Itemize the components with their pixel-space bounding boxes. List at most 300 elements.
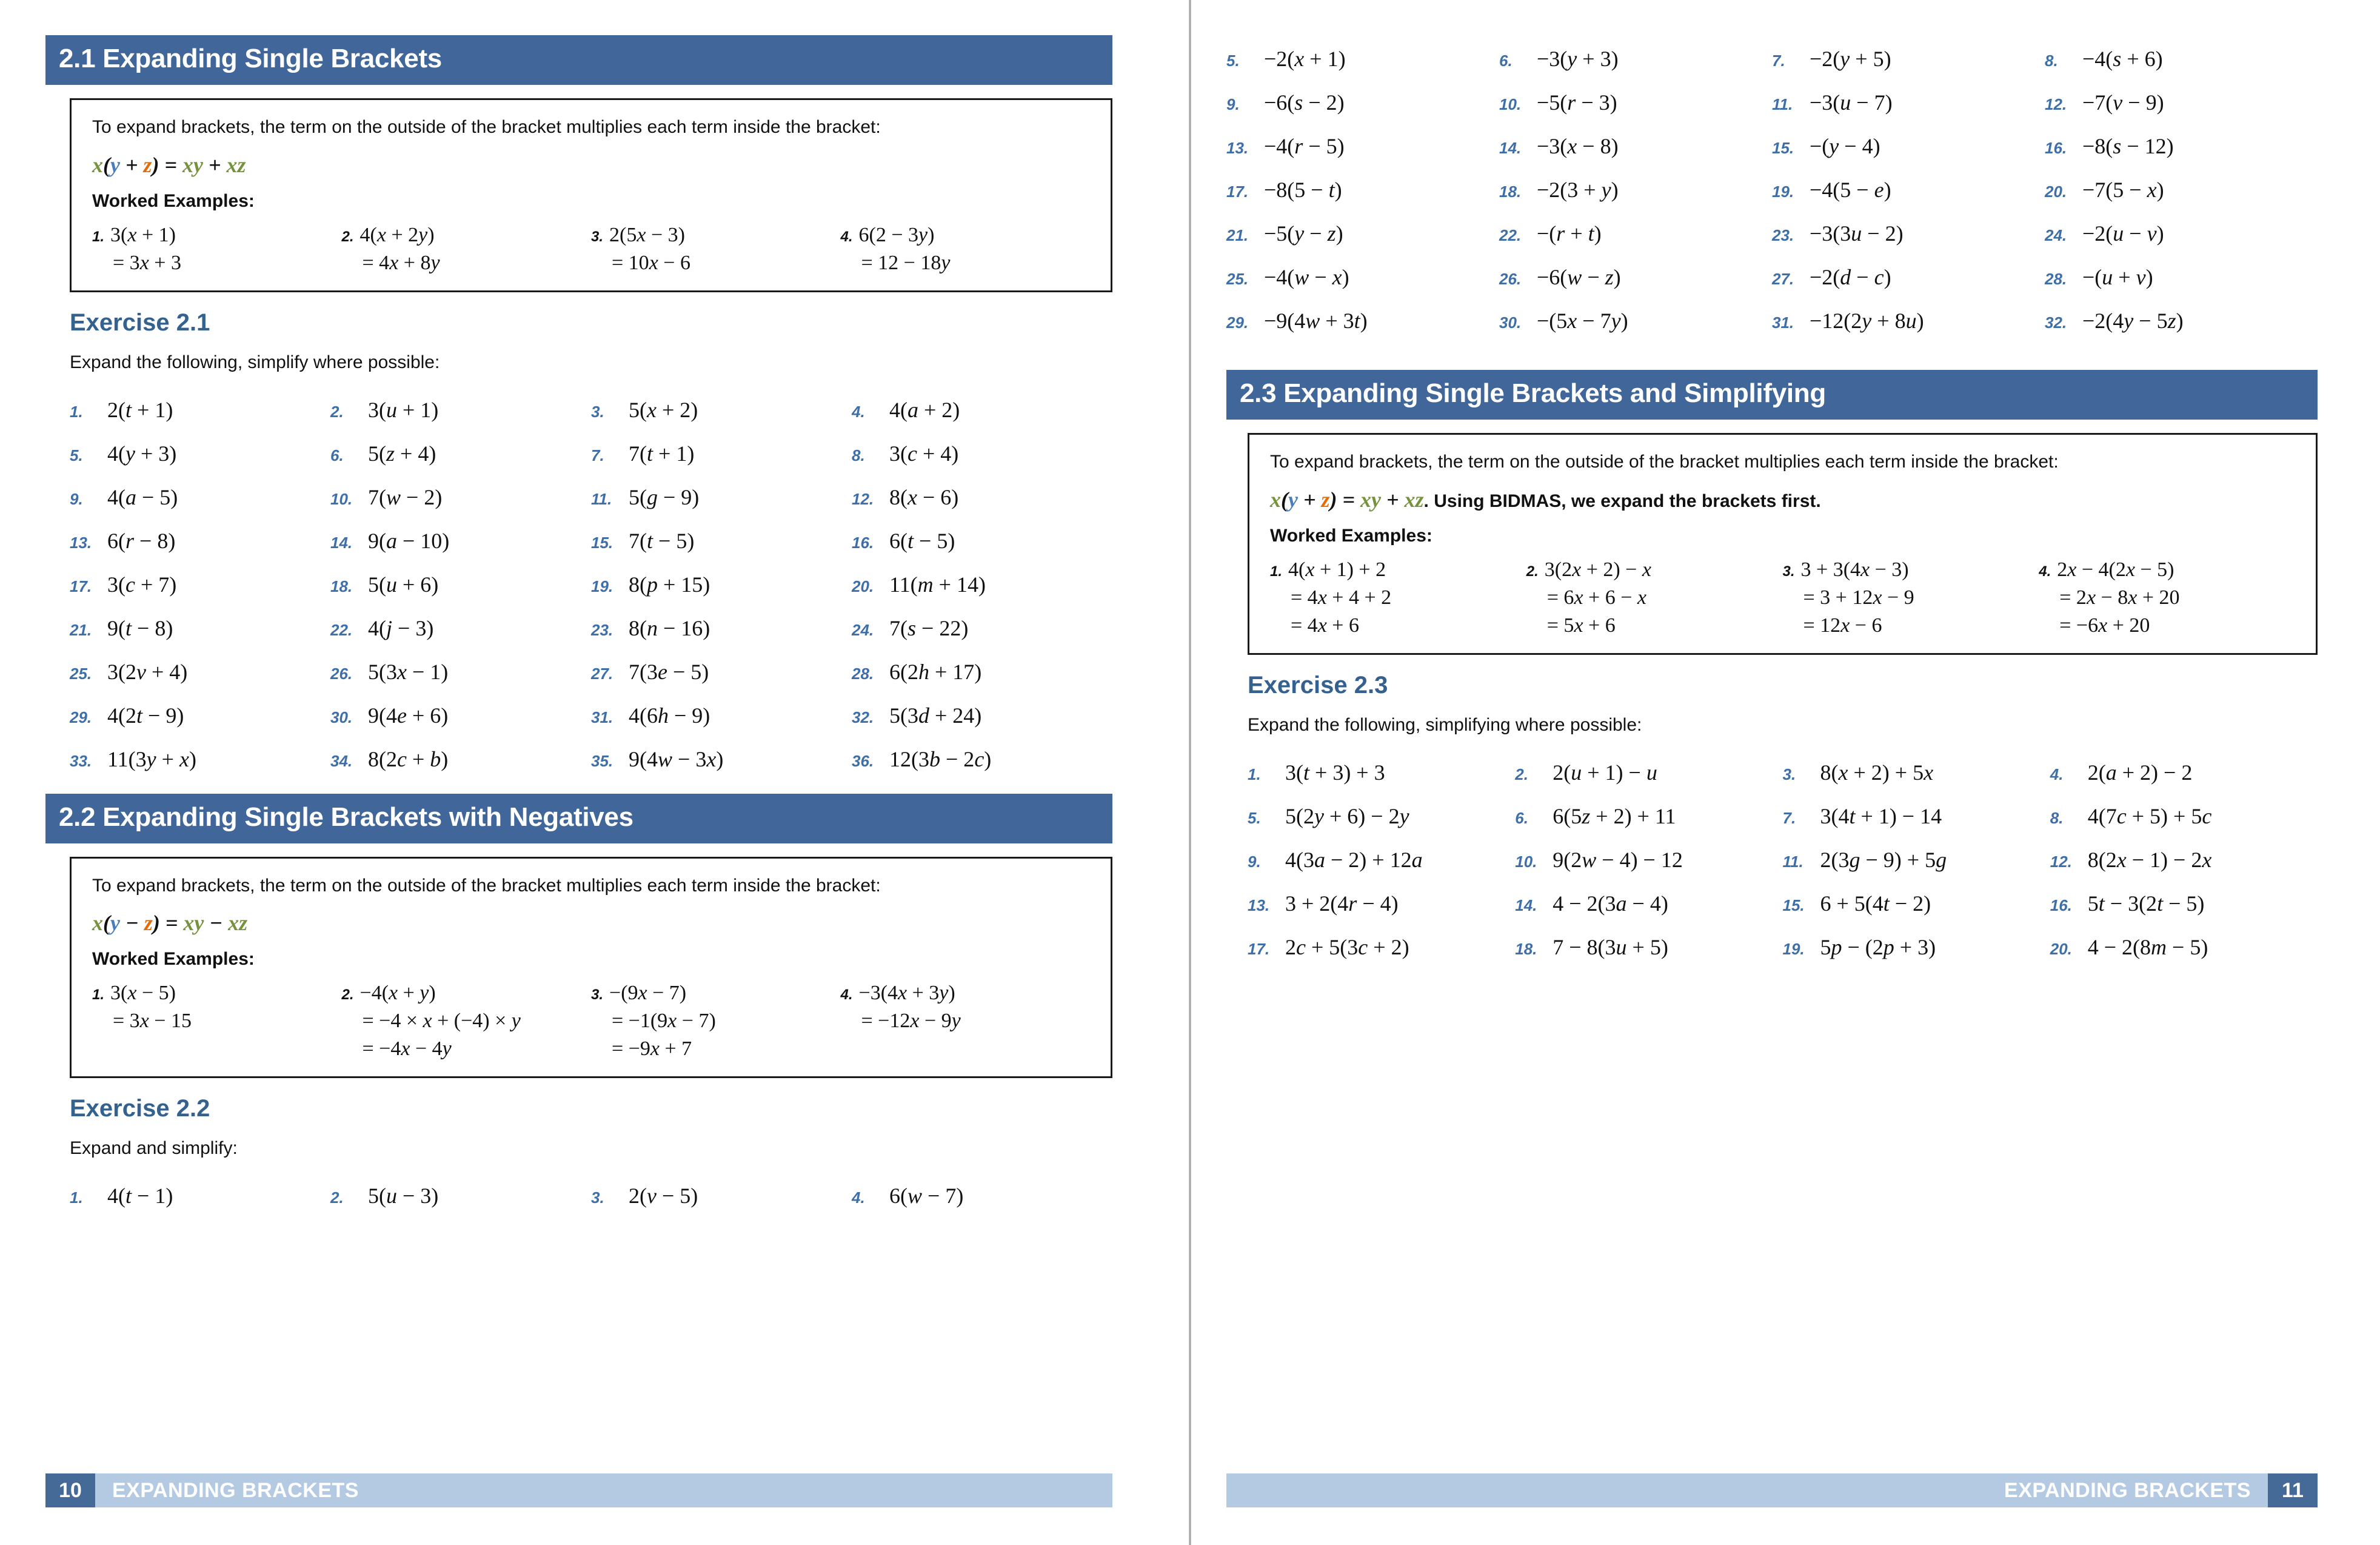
question-expression: −2(3 + y) [1537,178,1619,202]
worked-example-question: 1. 3(x + 1) [92,223,176,246]
exercise-title-2-1: Exercise 2.1 [70,309,210,336]
worked-example [1526,558,1783,637]
worked-examples-grid-2-1 [92,224,1090,275]
worked-example-question: 4. 2x − 4(2x − 5) [2039,558,2174,581]
exercise-question[interactable] [70,528,330,554]
exercise-question[interactable] [1772,221,2045,246]
question-number: 7. [1782,808,1796,827]
worked-example-number: 3. [591,228,604,245]
question-number: 26. [330,664,353,683]
exercise-question[interactable] [1783,891,2050,916]
question-number: 1. [70,1188,83,1207]
worked-example-step: = 4x + 8y [362,251,440,274]
exercise-question[interactable] [852,703,1112,728]
exercise-question[interactable] [1248,934,1515,960]
question-expression: −(r + t) [1537,221,1602,246]
question-number: 19. [1772,183,1794,201]
question-expression: −8(s − 12) [2082,134,2174,158]
worked-example [841,982,1091,1061]
question-expression: 8(n − 16) [629,615,710,640]
worked-example-number: 1. [92,987,105,1003]
question-number: 6. [1515,808,1528,827]
question-number: 36. [852,751,874,770]
question-expression: −6(w − z) [1537,265,1621,289]
worked-example-step: = 3x + 3 [113,251,181,274]
question-number: 11. [591,489,612,508]
section-heading-text: 2.1 Expanding Single Brackets [59,44,442,73]
exercise-question[interactable] [1515,803,1782,829]
expansion-rule-2-1 [92,152,1090,178]
exercise-title-2-3: Exercise 2.3 [1248,671,1388,699]
question-expression: 5(2y + 6) − 2y [1285,803,1409,828]
exercise-question[interactable] [1248,803,1515,829]
question-number: 12. [2045,95,2067,113]
worked-examples-label-2-2: Worked Examples: [92,949,255,969]
question-number: 17. [70,577,92,595]
page-right [1190,0,2380,1545]
question-number: 14. [1499,139,1522,157]
question-number: 28. [852,664,874,683]
question-expression: 4(j − 3) [368,615,434,640]
exercise-question[interactable] [591,615,852,641]
exercise-question[interactable] [70,746,330,772]
worked-example-question: 2. 4(x + 2y) [341,223,435,246]
question-expression: 7(t − 5) [629,528,695,553]
exercise-question[interactable] [591,703,852,728]
question-number: 23. [1772,226,1794,244]
worked-example-step: = 6x + 6 − x [1546,586,1646,609]
exercise-question[interactable] [852,1183,1112,1208]
question-grid-2-3 [1248,742,2318,960]
question-number: 25. [70,664,92,683]
section-header-2-3 [1226,370,2318,420]
question-number: 32. [2045,313,2067,332]
worked-example-number: 4. [840,987,853,1003]
exercise-question[interactable] [591,659,852,685]
exercise-question[interactable] [2045,46,2318,72]
worked-example-step: = −9x + 7 [612,1037,692,1060]
info-box-2-3 [1248,433,2318,655]
exercise-question[interactable] [330,615,591,641]
question-expression: 4(3a − 2) + 12a [1285,847,1423,872]
exercise-question[interactable] [2045,221,2318,246]
worked-examples-label-2-3: Worked Examples: [1270,525,1432,546]
question-number: 23. [591,620,613,639]
exercise-question[interactable] [852,615,1112,641]
question-number: 19. [591,577,613,595]
question-expression: 3(t + 3) + 3 [1285,760,1385,785]
rule-equals: = [165,911,178,935]
question-expression: −(5x − 7y) [1537,309,1628,333]
question-number: 18. [1499,183,1522,201]
rule-term-xy: xy [1360,487,1382,512]
question-number: 31. [1772,313,1794,332]
rule-operator-2: − [209,911,223,935]
exercise-question[interactable] [852,484,1112,510]
question-expression: −3(x − 8) [1537,134,1619,158]
exercise-question[interactable] [330,572,591,597]
rule-close-paren: ) [152,152,159,177]
question-number: 13. [1248,896,1270,914]
question-number: 13. [70,533,92,552]
question-expression: 3(4t + 1) − 14 [1820,803,1942,828]
rule-operator-2: + [1386,487,1399,512]
worked-example-question: 2. 3(2x + 2) − x [1526,558,1651,581]
exercise-question[interactable] [1499,264,1772,290]
rule-equals: = [164,152,178,177]
exercise-question[interactable] [330,703,591,728]
worked-example-step: = 4x + 4 + 2 [1291,586,1392,609]
exercise-question[interactable] [1499,46,1772,72]
question-expression: 2(v − 5) [629,1184,698,1208]
question-expression: 5(g − 9) [629,484,700,509]
exercise-question[interactable] [852,397,1112,423]
exercise-question[interactable] [1783,934,2050,960]
question-number: 9. [70,489,83,508]
question-number: 18. [1515,939,1537,958]
exercise-question[interactable] [591,1183,852,1208]
rule-var-y: y [1288,487,1298,512]
question-expression: 5t − 3(2t − 5) [2087,891,2205,916]
worked-example-number: 2. [1526,563,1539,580]
question-expression: 9(4e + 6) [368,703,449,728]
exercise-question[interactable] [852,572,1112,597]
exercise-question[interactable] [2045,177,2318,203]
worked-example-number: 4. [840,228,853,245]
exercise-question[interactable] [2045,90,2318,115]
exercise-question[interactable] [1226,177,1499,203]
question-expression: 12(3b − 2c) [889,746,992,771]
question-expression: 8(2x − 1) − 2x [2087,847,2212,872]
question-number: 27. [591,664,613,683]
question-number: 4. [852,402,865,421]
question-number: 16. [852,533,874,552]
question-expression: −12(2y + 8u) [1810,309,1924,333]
exercise-question[interactable] [330,746,591,772]
rule-term-xy: xy [183,911,204,935]
question-expression: 4(t − 1) [107,1184,173,1208]
exercise-question[interactable] [1248,760,1515,785]
exercise-instruction-2-2: Expand and simplify: [70,1138,238,1158]
exercise-question[interactable] [1515,891,1782,916]
question-number: 22. [330,620,353,639]
question-expression: −4(w − x) [1264,265,1349,289]
exercise-question[interactable] [2045,264,2318,290]
question-expression: 8(2c + b) [368,746,449,771]
exercise-question[interactable] [2050,934,2318,960]
info-text-2-2: To expand brackets, the term on the outside of the bracket multiplies each term inside the bracket: [92,875,881,896]
exercise-question[interactable] [1772,46,2045,72]
worked-example-step: = 12 − 18y [861,251,951,274]
rule-var-z: z [143,152,152,177]
question-expression: 3(c + 7) [107,572,177,597]
exercise-question[interactable] [1772,264,2045,290]
question-number: 25. [1226,270,1249,288]
rule-var-x: x [92,152,103,177]
page-footer-right [1226,1473,2318,1507]
question-expression: −2(4y − 5z) [2082,309,2184,333]
exercise-question[interactable] [2045,308,2318,333]
question-expression: −4(s + 6) [2082,47,2163,71]
exercise-question[interactable] [1783,760,2050,785]
question-number: 10. [330,489,353,508]
question-expression: 6(t − 5) [889,528,955,553]
worked-example-step: = 5x + 6 [1546,614,1616,637]
question-expression: 6(r − 8) [107,528,176,553]
question-number: 3. [1782,765,1796,783]
question-expression: 4(a − 5) [107,484,178,509]
question-number: 31. [591,708,613,726]
exercise-question[interactable] [1515,934,1782,960]
exercise-question[interactable] [852,528,1112,554]
worked-example-step: = 10x − 6 [612,251,690,274]
exercise-question[interactable] [1783,847,2050,873]
worked-example-question: 4. −3(4x + 3y) [840,982,955,1004]
exercise-question[interactable] [2045,133,2318,159]
rule-open-paren: ( [1281,487,1288,512]
worked-example-step: = −1(9x − 7) [612,1010,716,1032]
exercise-question[interactable] [70,615,330,641]
question-expression: 2(t + 1) [107,397,173,422]
worked-example [841,224,1091,275]
question-number: 24. [2045,226,2067,244]
question-number: 2. [330,1188,344,1207]
exercise-question[interactable] [70,484,330,510]
question-expression: −(y − 4) [1810,134,1880,158]
question-expression: 5(u + 6) [368,572,439,597]
exercise-question[interactable] [1772,177,2045,203]
question-expression: 2c + 5(3c + 2) [1285,934,1409,959]
exercise-question[interactable] [2050,760,2318,785]
question-expression: 3(2v + 4) [107,659,188,684]
exercise-question[interactable] [1248,891,1515,916]
exercise-question[interactable] [1226,308,1499,333]
exercise-question[interactable] [1499,133,1772,159]
question-number: 2. [1515,765,1528,783]
question-number: 20. [2045,183,2067,201]
question-expression: 2(3g − 9) + 5g [1820,847,1947,872]
rule-close-paren: ) [152,911,160,935]
exercise-question[interactable] [1226,90,1499,115]
question-expression: 9(2w − 4) − 12 [1553,847,1683,872]
question-expression: −(u + v) [2082,265,2153,289]
info-text-2-1: To expand brackets, the term on the outside of the bracket multiplies each term inside the bracket: [92,117,881,137]
exercise-question[interactable] [591,397,852,423]
exercise-question[interactable] [1226,264,1499,290]
rule-open-paren: ( [103,911,110,935]
worked-example [342,224,592,275]
worked-example [591,224,841,275]
worked-example-step: = 3x − 15 [113,1010,192,1032]
question-expression: −4(5 − e) [1810,178,1891,202]
worked-example-step: = 4x + 6 [1291,614,1359,637]
question-number: 10. [1515,852,1537,871]
exercise-question[interactable] [591,528,852,554]
question-expression: 7 − 8(3u + 5) [1553,934,1668,959]
question-number: 5. [1248,808,1261,827]
exercise-question[interactable] [1499,221,1772,246]
question-number: 20. [852,577,874,595]
exercise-question[interactable] [70,572,330,597]
question-expression: 9(4w − 3x) [629,746,724,771]
rule-var-y: y [110,911,120,935]
worked-example [1783,558,2039,637]
question-expression: −8(5 − t) [1264,178,1342,202]
worked-example-question: 1. 4(x + 1) + 2 [1270,558,1386,581]
question-number: 12. [2050,852,2072,871]
exercise-question[interactable] [1226,133,1499,159]
exercise-question[interactable] [591,572,852,597]
exercise-question[interactable] [70,659,330,685]
exercise-question[interactable] [852,659,1112,685]
question-expression: −2(u − v) [2082,221,2164,246]
question-expression: 11(m + 14) [889,572,986,597]
worked-example [1270,558,1526,637]
info-box-2-1 [70,98,1112,292]
question-expression: −6(s − 2) [1264,90,1345,115]
question-number: 11. [1772,95,1793,113]
question-number: 8. [2045,52,2058,70]
exercise-question[interactable] [1515,760,1782,785]
exercise-question[interactable] [591,484,852,510]
exercise-question[interactable] [330,528,591,554]
question-number: 21. [70,620,92,639]
worked-example-number: 1. [92,228,105,245]
question-expression: 4(y + 3) [107,441,177,466]
question-number: 3. [591,1188,604,1207]
worked-example-step: = −6x + 20 [2059,614,2150,637]
exercise-question[interactable] [1226,46,1499,72]
exercise-question[interactable] [1499,308,1772,333]
exercise-question[interactable] [330,441,591,466]
question-number: 30. [1499,313,1522,332]
worked-example-step: = 2x − 8x + 20 [2059,586,2180,609]
rule-var-x: x [92,911,103,935]
worked-example [92,982,342,1061]
exercise-title-2-2: Exercise 2.2 [70,1095,210,1122]
worked-example-number: 2. [341,228,354,245]
exercise-question[interactable] [330,397,591,423]
exercise-question[interactable] [330,1183,591,1208]
exercise-question[interactable] [1772,90,2045,115]
page-number-left: 10 [45,1473,95,1507]
exercise-question[interactable] [1515,847,1782,873]
exercise-question[interactable] [1226,221,1499,246]
exercise-question[interactable] [1248,847,1515,873]
question-number: 14. [1515,896,1537,914]
worked-example-number: 3. [1782,563,1795,580]
exercise-question[interactable] [70,703,330,728]
exercise-question[interactable] [330,659,591,685]
rule-operator: + [1303,487,1316,512]
section-heading-text: 2.2 Expanding Single Brackets with Negatives [59,802,633,832]
exercise-instruction-2-1: Expand the following, simplify where possible: [70,352,440,372]
section-heading-text: 2.3 Expanding Single Brackets and Simplifying [1240,378,1826,408]
expansion-rule-2-3 [1270,487,2295,512]
question-expression: 4 − 2(3a − 4) [1553,891,1668,916]
question-expression: 7(t + 1) [629,441,695,466]
exercise-question[interactable] [591,746,852,772]
exercise-question[interactable] [2050,891,2318,916]
chapter-title-left: EXPANDING BRACKETS [95,1473,1112,1507]
question-number: 1. [1248,765,1261,783]
question-number: 3. [591,402,604,421]
question-grid-2-2-continued [1226,28,2318,333]
question-expression: 7(w − 2) [368,484,443,509]
exercise-question[interactable] [1772,133,2045,159]
question-expression: 6(2h + 17) [889,659,982,684]
question-number: 29. [1226,313,1249,332]
question-number: 29. [70,708,92,726]
question-number: 8. [2050,808,2064,827]
info-box-2-2 [70,857,1112,1079]
worked-example [92,224,342,275]
exercise-question[interactable] [1783,803,2050,829]
exercise-question[interactable] [70,1183,330,1208]
exercise-question[interactable] [1499,90,1772,115]
question-number: 15. [591,533,613,552]
worked-example-question: 3. −(9x − 7) [591,982,687,1004]
question-expression: 5(3d + 24) [889,703,982,728]
exercise-question[interactable] [70,397,330,423]
question-expression: 4(a + 2) [889,397,960,422]
question-number: 7. [1772,52,1785,70]
question-expression: 9(t − 8) [107,615,173,640]
question-expression: 4(2t − 9) [107,703,184,728]
rule-term-xz: xz [1404,487,1424,512]
question-number: 13. [1226,139,1249,157]
worked-example-step: = 12x − 6 [1803,614,1882,637]
exercise-instruction-2-3: Expand the following, simplifying where possible: [1248,714,1642,735]
exercise-question[interactable] [1499,177,1772,203]
question-number: 7. [591,446,604,464]
exercise-question[interactable] [591,441,852,466]
exercise-question[interactable] [852,441,1112,466]
question-expression: −7(5 − x) [2082,178,2164,202]
worked-example-step: = 3 + 12x − 9 [1803,586,1914,609]
question-expression: 6(5z + 2) + 11 [1553,803,1676,828]
rule-term-xz: xz [228,911,248,935]
question-number: 2. [330,402,344,421]
exercise-question[interactable] [330,484,591,510]
worked-example-number: 1. [1270,563,1283,580]
question-expression: 8(p + 15) [629,572,710,597]
question-expression: 4 − 2(8m − 5) [2087,934,2208,959]
question-number: 34. [330,751,353,770]
exercise-question[interactable] [70,441,330,466]
rule-open-paren: ( [103,152,110,177]
question-expression: 5(3x − 1) [368,659,449,684]
rule-term-xy: xy [182,152,204,177]
rule-equals: = [1342,487,1355,512]
question-number: 1. [70,402,83,421]
exercise-question[interactable] [2050,803,2318,829]
section-header-2-1 [45,35,1112,85]
exercise-question[interactable] [1772,308,2045,333]
worked-example [591,982,841,1061]
question-number: 16. [2050,896,2072,914]
question-number: 30. [330,708,353,726]
question-number: 10. [1499,95,1522,113]
exercise-question[interactable] [2050,847,2318,873]
question-expression: 4(6h − 9) [629,703,710,728]
question-number: 11. [1782,852,1803,871]
exercise-question[interactable] [852,746,1112,772]
question-expression: 3 + 2(4r − 4) [1285,891,1399,916]
question-number: 35. [591,751,613,770]
question-number: 21. [1226,226,1249,244]
rule-close-paren: ) [1329,487,1337,512]
